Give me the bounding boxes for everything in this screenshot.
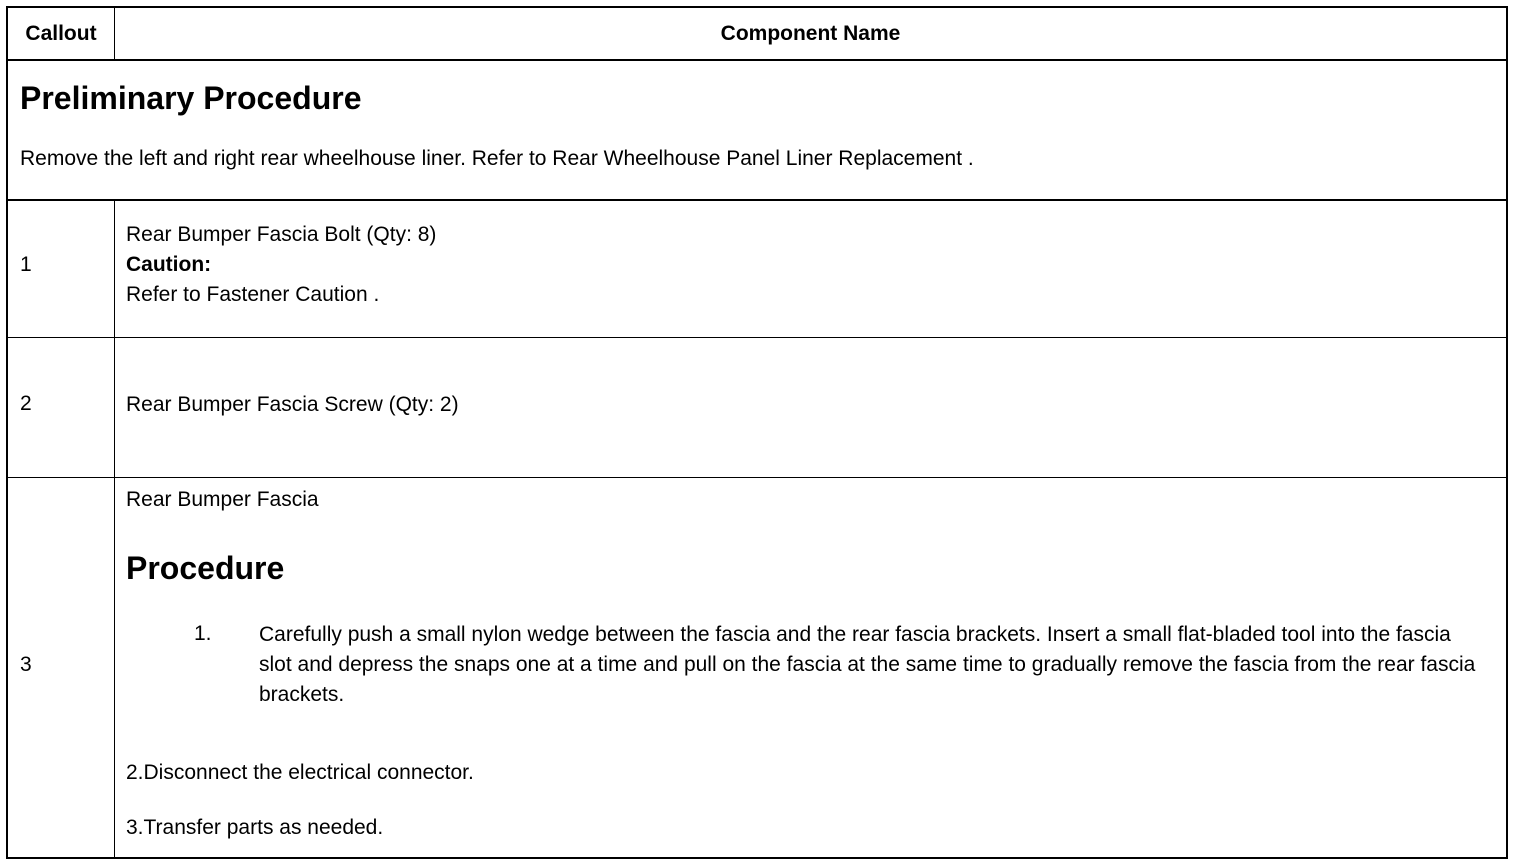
callout-1: 1: [20, 253, 32, 276]
component-name-3: Rear Bumper Fascia: [126, 488, 319, 511]
callout-3: 3: [20, 653, 32, 676]
row-divider: [8, 477, 1506, 478]
caution-label: Caution:: [126, 253, 212, 276]
column-divider: [114, 8, 115, 59]
procedure-title: Procedure: [126, 550, 285, 586]
step-1-text: Carefully push a small nylon wedge between the fascia and the rear fascia brackets. Insert a small flat-bladed tool into the fascia slot and depress the snaps one at a time and pull on the fascia at the same time to gradually remove the fascia from the rear fascia brackets.: [259, 623, 1476, 706]
callout-2: 2: [20, 392, 32, 415]
row-divider: [8, 59, 1506, 61]
preliminary-procedure-title: Preliminary Procedure: [20, 80, 362, 116]
callout-column-header: Callout: [25, 21, 97, 45]
preliminary-procedure-text: Remove the left and right rear wheelhouse liner. Refer to Rear Wheelhouse Panel Liner Replacement .: [20, 147, 974, 170]
component-name-2: Rear Bumper Fascia Screw (Qty: 2): [126, 393, 459, 416]
procedure-table: [6, 6, 1508, 859]
step-1-number: 1.: [194, 622, 212, 645]
column-divider: [114, 201, 115, 857]
step-3-text: 3.Transfer parts as needed.: [126, 816, 384, 839]
caution-text: Refer to Fastener Caution .: [126, 283, 380, 306]
row-divider: [8, 337, 1506, 338]
component-name-1: Rear Bumper Fascia Bolt (Qty: 8): [126, 223, 437, 246]
table-row-1-content: [126, 220, 436, 310]
component-name-column-header: Component Name: [720, 21, 901, 45]
step-2-text: 2.Disconnect the electrical connector.: [126, 761, 474, 784]
row-divider: [8, 199, 1506, 201]
